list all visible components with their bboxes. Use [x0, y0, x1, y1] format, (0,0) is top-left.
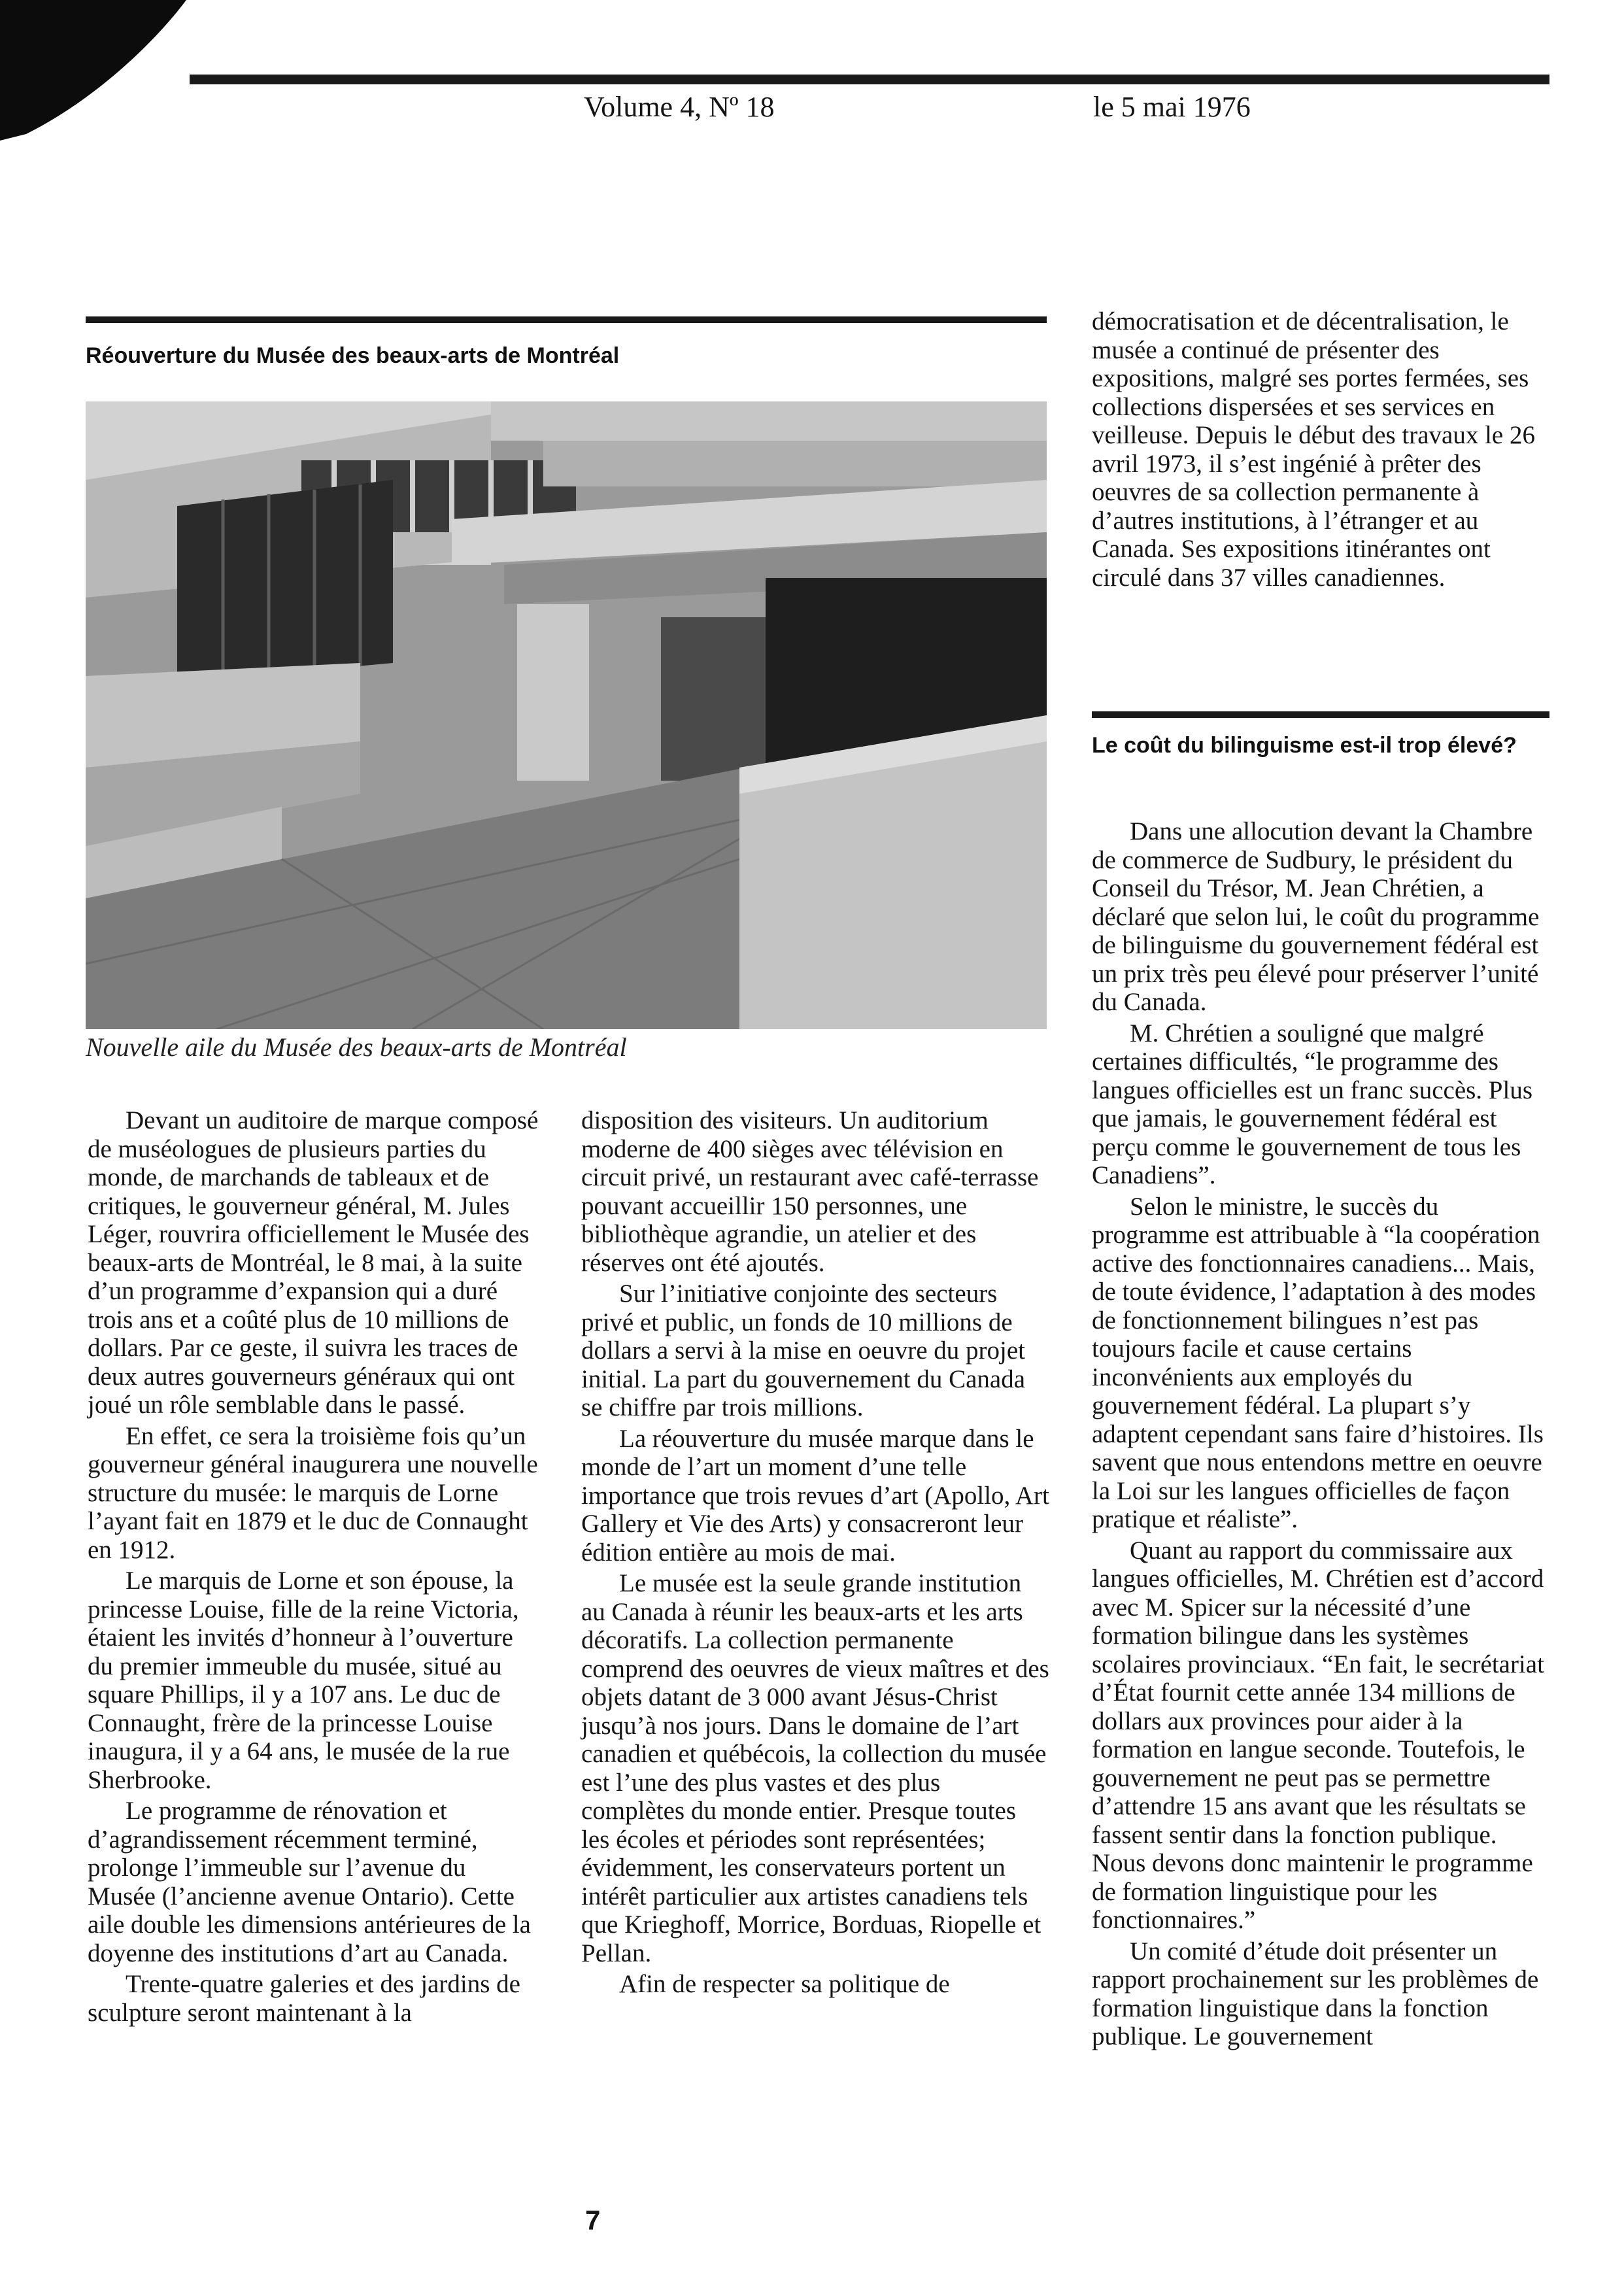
paragraph: Le programme de rénovation et d’agrandissement récemment terminé, prolonge l’immeuble sur l’avenue du Musée (l’ancienne avenue Ontario). Cette aile double les dimensions antérieures de la doyenne des institutions d’art au Canada. — [88, 1797, 531, 1967]
paragraph: Selon le ministre, le succès du programme est attribuable à “la coopération active des fonctionnaires canadiens... Mais, de toute évidence, l’adaptation à des modes de fonctionnement bilingues n’est pas toujours facile et cause certains inconvénients aux employés du gouvernement fédéral. La plupart s’y adaptent cependant sans faire d’histoires. Ils savent que nous entendons mettre en oeuvre la Loi sur les langues officielles de façon pratique et réaliste”. — [1092, 1192, 1544, 1533]
article1-title: Réouverture du Musée des beaux-arts de Montréal — [86, 343, 620, 368]
paragraph: Quant au rapport du commissaire aux langues officielles, M. Chrétien est d’accord avec M. Spicer sur la nécessité d’une formation bilingue dans les systèmes scolaires provinciaux. “En fait, le secrétariat d’État fournit cette année 134 millions de dollars aux provinces pour aider à la formation en langue seconde. Toutefois, le gouvernement ne peut pas se permettre d’attendre 15 ans avant que les résultats se fassent sentir dans la fonction publique. Nous devons donc maintenir le programme de formation linguistique pour les fonctionnaires.” — [1092, 1536, 1544, 1934]
paragraph: Devant un auditoire de marque composé de muséologues de plusieurs parties du monde, de marchands de tableaux et de critiques, le gouverneur général, M. Jules Léger, rouvrira officiellement le Musée des beaux-arts de Montréal, le 8 mai, à la suite d’un programme d’expansion qui a duré trois ans et a coûté plus de 10 millions de dollars. Par ce geste, il suivra les traces de deux autres gouverneurs généraux qui ont joué un rôle semblable dans le passé. — [88, 1106, 539, 1419]
issue-date: le 5 mai 1976 — [1093, 91, 1251, 123]
paragraph: Le musée est la seule grande institution au Canada à réunir les beaux-arts et les arts décoratifs. La collection permanente comprend des oeuvres de vieux maîtres et des objets datant de 3 000 avant Jésus-Christ jusqu’à nos jours. Dans le domaine de l’art canadien et québécois, la collection du musée est l’une des plus vastes et des plus complètes du monde entier. Presque toutes les écoles et périodes sont représentées; évidemment, les conservateurs portent un intérêt particulier aux artistes canadiens tels que Krieghoff, Morrice, Borduas, Riopelle et Pellan. — [581, 1569, 1049, 1967]
paragraph: Dans une allocution devant la Chambre de commerce de Sudbury, le président du Conseil du Trésor, M. Jean Chrétien, a déclaré que selon lui, le coût du programme de bilinguisme du gouvernement fédéral est un prix très peu élevé pour préserver l’unité du Canada. — [1092, 817, 1540, 1016]
museum-photo — [86, 401, 1047, 1029]
article1-rule — [86, 316, 1047, 323]
article1-header — [86, 316, 1047, 370]
paragraph: disposition des visiteurs. Un auditorium moderne de 400 sièges avec télévision en circuit privé, un restaurant avec café-terrasse pouvant accueillir 150 personnes, une bibliothèque agrandie, un atelier et des réserves ont été ajoutés. — [581, 1106, 1039, 1277]
paragraph: Sur l’initiative conjointe des secteurs privé et public, un fonds de 10 millions de dollars a servi à la mise en oeuvre du projet initial. La part du gouvernement du Canada se chiffre par trois millions. — [581, 1280, 1026, 1421]
volume-number: Volume 4, Nº 18 — [584, 91, 775, 123]
article2-header — [1092, 711, 1549, 760]
article2-title: Le coût du bilinguisme est-il trop élevé? — [1092, 733, 1517, 758]
paragraph: Afin de respecter sa politique de — [619, 1970, 950, 1998]
scan-corner-mark — [0, 0, 196, 157]
paragraph: En effet, ce sera la troisième fois qu’un gouverneur général inaugurera une nouvelle structure du musée: le marquis de Lorne l’ayant fait en 1879 et le duc de Connaught en 1912. — [88, 1421, 538, 1564]
paragraph: Un comité d’étude doit présenter un rapport prochainement sur les problèmes de formation linguistique dans la fonction publique. Le gouvernement — [1092, 1937, 1539, 2050]
paragraph: Trente-quatre galeries et des jardins de sculpture seront maintenant à la — [88, 1970, 520, 2027]
article1-column3 — [1092, 307, 1549, 592]
paragraph: Le marquis de Lorne et son épouse, la princesse Louise, fille de la reine Victoria, étaient les invités d’honneur à l’ouverture du premier immeuble du musée, situé au square Phillips, il y a 107 ans. Le duc de Connaught, frère de la princesse Louise inaugura, il y a 64 ans, le musée de la rue Sherbrooke. — [88, 1567, 519, 1794]
paragraph: démocratisation et de décentralisation, le musée a continué de présenter des expositions, malgré ses portes fermées, ses collections dispersées et ses services en veilleuse. Depuis le début des travaux le 26 avril 1973, il s’est ingénié à prêter des oeuvres de sa collection permanente à d’autres institutions, à l’étranger et au Canada. Ses expositions itinérantes ont circulé dans 37 villes canadiennes. — [1092, 307, 1535, 592]
page-number: 7 — [585, 2205, 601, 2235]
article2-rule — [1092, 711, 1549, 718]
masthead-rule — [190, 75, 1549, 84]
article1-column1 — [88, 1106, 539, 2027]
paragraph: La réouverture du musée marque dans le monde de l’art un moment d’une telle importance que trois revues d’art (Apollo, Art Gallery et Vie des Arts) y consacreront leur édition entière au mois de mai. — [581, 1424, 1049, 1567]
paragraph: M. Chrétien a souligné que malgré certaines difficultés, “le programme des langues officielles est un franc succès. Plus que jamais, le gouvernement fédéral est perçu comme le gouvernement de tous les Canadiens”. — [1092, 1019, 1533, 1189]
article2-body — [1092, 817, 1549, 2051]
article1-column2 — [581, 1106, 1049, 1999]
photo-caption: Nouvelle aile du Musée des beaux-arts de Montréal — [86, 1032, 627, 1062]
